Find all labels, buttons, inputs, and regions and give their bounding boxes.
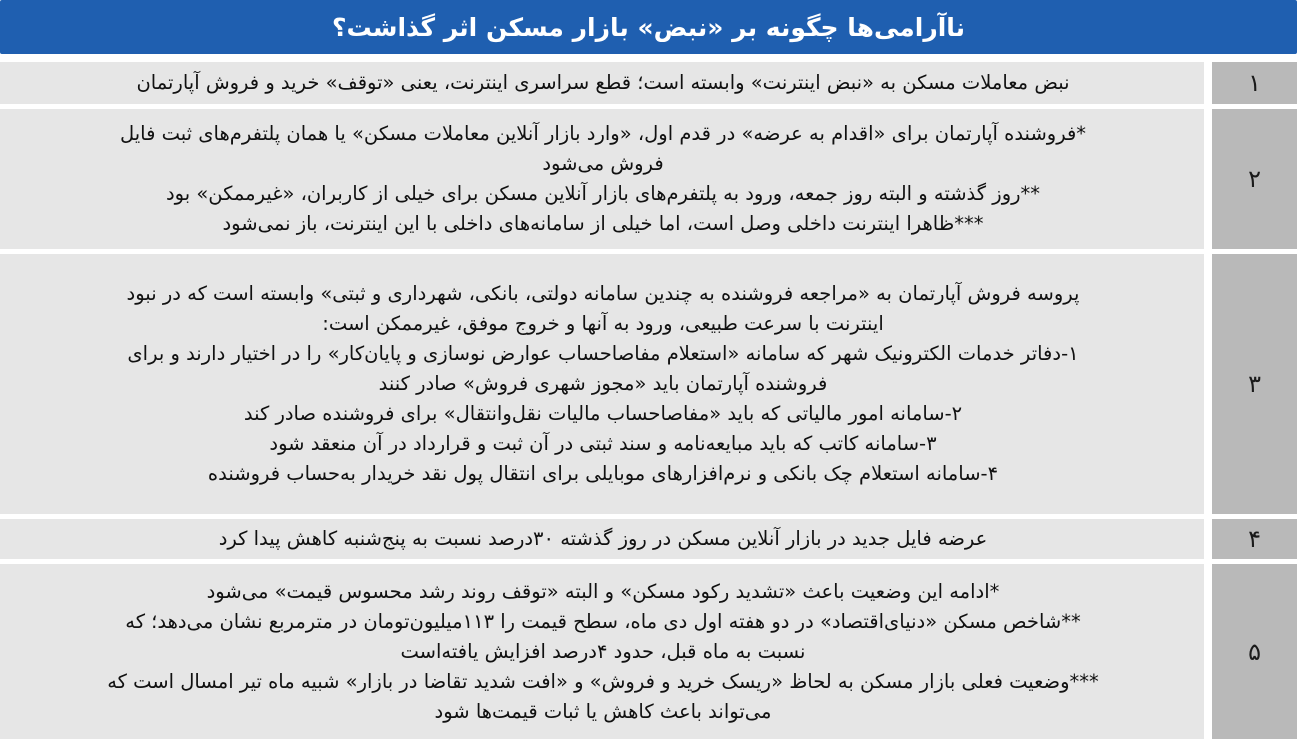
- text-line: ۴-سامانه استعلام چک بانکی و نرم‌افزارهای موبایلی برای انتقال پول نقد خریدار به‌حساب فروشنده: [207, 462, 999, 485]
- row-text: [0, 254, 1204, 514]
- row-number: ۵: [1212, 564, 1297, 739]
- text-line: **روز گذشته و البته روز جمعه، ورود به پلتفرم‌های بازار آنلاین مسکن برای خیلی از کاربران، «غیرممکن» بود: [165, 182, 1041, 205]
- text-line: نبض معاملات مسکن به «نبض اینترنت» وابسته است؛ قطع سراسری اینترنت، یعنی «توقف» خرید و فروش آپارتمان: [136, 71, 1070, 94]
- row-text: [0, 519, 1204, 559]
- row-number: ۴: [1212, 519, 1297, 559]
- text-line: پروسه فروش آپارتمان به «مراجعه فروشنده به چندین سامانه دولتی، بانکی، شهرداری و ثبتی» وابسته است که در نبود: [126, 282, 1080, 305]
- info-table: [0, 62, 1297, 739]
- text-line: می‌تواند باعث کاهش یا ثبات قیمت‌ها شود: [434, 699, 772, 723]
- text-line: فروش می‌شود: [542, 152, 664, 175]
- table-row: [0, 564, 1297, 739]
- text-line: ۲-سامانه امور مالیاتی که باید «مفاصاحساب مالیات نقل‌وانتقال» برای فروشنده صادر کند: [243, 402, 963, 425]
- text-line: نسبت به ماه قبل، حدود ۴درصد افزایش یافته‌است: [400, 639, 806, 663]
- text-line: ***ظاهرا اینترنت داخلی وصل است، اما خیلی از سامانه‌های داخلی با این اینترنت، باز نمی‌شود: [222, 212, 984, 235]
- row-number: ۳: [1212, 254, 1297, 514]
- divider: [1204, 519, 1212, 559]
- text-line: ***وضعیت فعلی بازار مسکن به لحاظ «ریسک خرید و فروش» و «افت شدید تقاضا در بازار» شبیه ماه تیر امسال است که: [107, 669, 1099, 693]
- text-line: **شاخص مسکن «دنیای‌اقتصاد» در دو هفته اول دی ماه، سطح قیمت را ۱۱۳میلیون‌تومان در مترمربع نشان می‌دهد؛ که: [125, 609, 1081, 633]
- row-number: ۱: [1212, 62, 1297, 104]
- text-line: فروشنده آپارتمان باید «مجوز شهری فروش» صادر کنند: [378, 372, 828, 395]
- row-text: [0, 564, 1204, 739]
- row-number: ۲: [1212, 109, 1297, 249]
- text-line: عرضه فایل جدید در بازار آنلاین مسکن در روز گذشته ۳۰درصد نسبت به پنج‌شنبه کاهش پیدا کرد: [218, 527, 988, 550]
- table-row: [0, 62, 1297, 104]
- table-row: [0, 109, 1297, 249]
- divider: [1204, 564, 1212, 739]
- text-line: اینترنت با سرعت طبیعی، ورود به آنها و خروج موفق، غیرممکن است:: [322, 312, 884, 335]
- table-row: [0, 519, 1297, 559]
- divider: [1204, 254, 1212, 514]
- row-text: [0, 62, 1204, 104]
- text-line: *فروشنده آپارتمان برای «اقدام به عرضه» در قدم اول، «وارد بازار آنلاین معاملات مسکن» یا همان پلتفرم‌های ثبت فایل: [119, 122, 1087, 145]
- divider: [1204, 62, 1212, 104]
- title-banner: [0, 0, 1297, 54]
- page-title: ناآرامی‌ها چگونه بر «نبض» بازار مسکن اثر گذاشت؟: [331, 12, 966, 42]
- text-line: ۱-دفاتر خدمات الکترونیک شهر که سامانه «استعلام مفاصاحساب عوارض نوسازی و پایان‌کار» را در اختیار دارند و برای: [127, 342, 1079, 365]
- text-line: ۳-سامانه کاتب که باید مبایعه‌نامه و سند ثبتی در آن ثبت و قرارداد در آن منعقد شود: [269, 432, 937, 455]
- divider: [1204, 109, 1212, 249]
- text-line: *ادامه این وضعیت باعث «تشدید رکود مسکن» و البته «توقف روند رشد محسوس قیمت» می‌شود: [206, 579, 1000, 603]
- row-text: [0, 109, 1204, 249]
- table-row: [0, 254, 1297, 514]
